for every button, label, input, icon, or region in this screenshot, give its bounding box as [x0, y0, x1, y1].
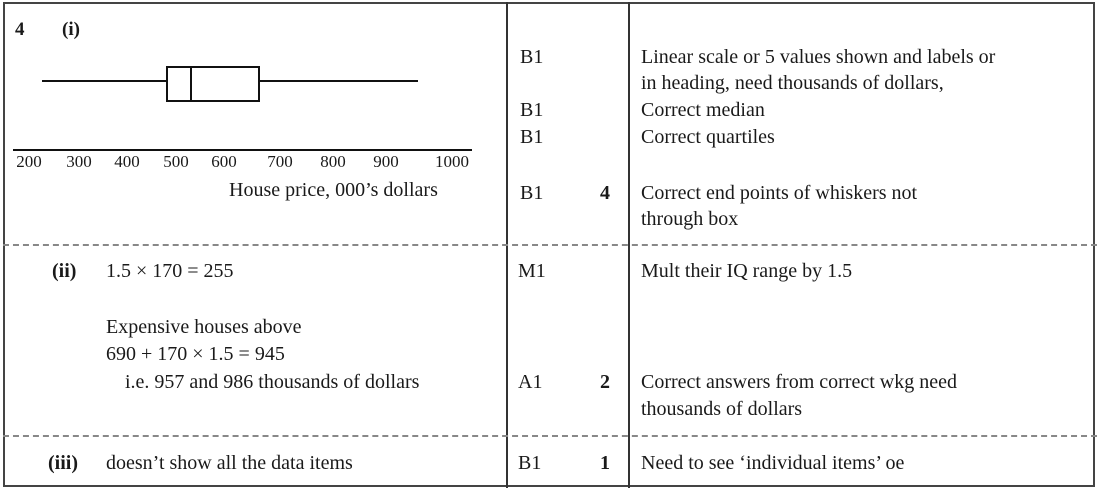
total-marks: 4 [600, 182, 610, 204]
part-label-iii: (iii) [48, 452, 78, 474]
tick-label: 500 [163, 152, 189, 171]
guidance-text: Need to see ‘individual items’ oe [641, 452, 905, 474]
mark-code: B1 [520, 182, 544, 204]
working-text: i.e. 957 and 986 thousands of dollars [125, 371, 420, 393]
guidance-text: Mult their IQ range by 1.5 [641, 260, 853, 282]
row-separator [3, 244, 1097, 246]
guidance-text: Correct answers from correct wkg need [641, 371, 957, 393]
working-text: doesn’t show all the data items [106, 452, 353, 474]
total-marks: 2 [600, 371, 610, 393]
tick-label: 700 [267, 152, 293, 171]
guidance-text: Correct end points of whiskers not [641, 182, 918, 204]
mark-code: B1 [520, 46, 544, 68]
working-text: 1.5 × 170 = 255 [106, 260, 234, 282]
box [167, 67, 259, 101]
working-text: 690 + 170 × 1.5 = 945 [106, 343, 285, 365]
tick-label: 600 [211, 152, 237, 171]
mark-code: B1 [518, 452, 542, 474]
row-separator [3, 435, 1097, 437]
tick-label: 300 [66, 152, 92, 171]
working-text: Expensive houses above [106, 316, 302, 338]
part-label-i: (i) [62, 19, 80, 40]
mark-code: M1 [518, 260, 546, 282]
mark-code: B1 [520, 99, 544, 121]
guidance-text: through box [641, 208, 739, 230]
part-label-ii: (ii) [52, 260, 77, 282]
tick-label: 200 [16, 152, 42, 171]
guidance-text: thousands of dollars [641, 398, 803, 420]
tick-label: 1000 [435, 152, 469, 171]
x-axis-label: House price, 000’s dollars [229, 179, 438, 201]
tick-label: 800 [320, 152, 346, 171]
question-number: 4 [15, 19, 25, 40]
tick-label: 900 [373, 152, 399, 171]
total-marks: 1 [600, 452, 610, 474]
guidance-text: Correct quartiles [641, 126, 775, 148]
mark-code: A1 [518, 371, 543, 393]
guidance-text: in heading, need thousands of dollars, [641, 72, 944, 94]
tick-label: 400 [114, 152, 140, 171]
guidance-text: Linear scale or 5 values shown and labels or [641, 46, 996, 68]
guidance-text: Correct median [641, 99, 765, 121]
mark-code: B1 [520, 126, 544, 148]
